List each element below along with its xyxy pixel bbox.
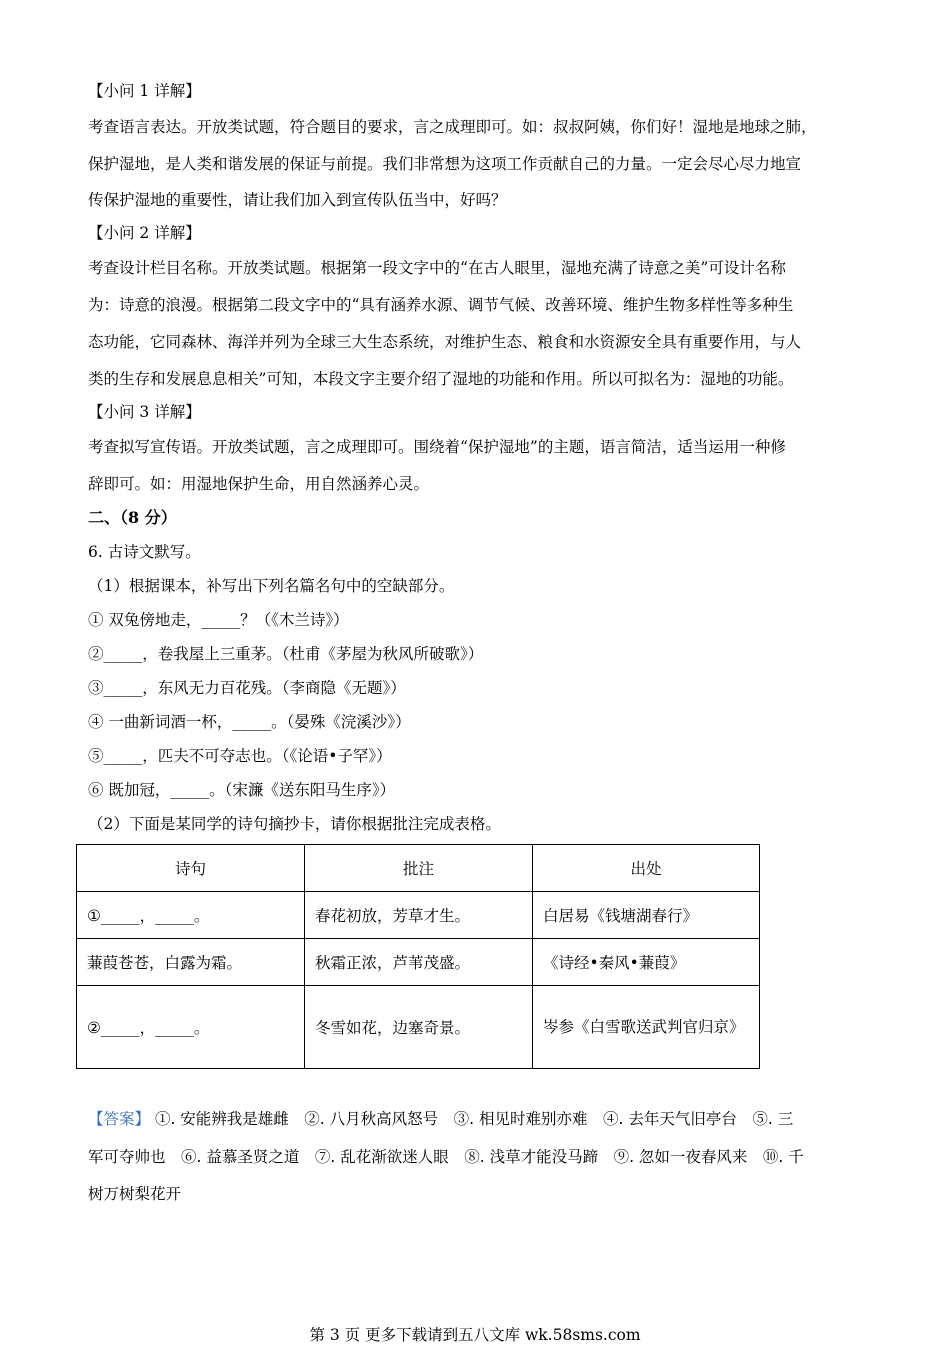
question-6-part2: （2）下面是某同学的诗句摘抄卡，请你根据批注完成表格。 [88,815,501,833]
question-6-title: 6. 古诗文默写。 [88,543,201,561]
blank-item: ⑥ 既加冠，_____。（宋濂《送东阳马生序》） [88,781,396,799]
subq2-heading: 【小问 2 详解】 [88,224,201,242]
blank-item: ④ 一曲新词酒一杯，_____。（晏殊《浣溪沙》） [88,713,411,731]
cell-source: 白居易《钱塘湖春行》 [533,892,760,939]
header-source: 出处 [533,845,760,892]
subq3-heading: 【小问 3 详解】 [88,403,201,421]
header-note: 批注 [305,845,533,892]
question-6-part1: （1）根据课本，补写出下列名篇名句中的空缺部分。 [88,577,455,595]
subq2-text-line: 为：诗意的浪漫。根据第二段文字中的“具有涵养水源、调节气候、改善环境、维护生物多样性等多种生 [88,296,794,314]
table-row [77,939,760,986]
answer-text: ①. 安能辨我是雄雌 ②. 八月秋高风怒号 ③. 相见时难别亦难 ④. 去年天气旧亭台 ⑤. 三 [150,1110,794,1128]
answer-line: 军可夺帅也 ⑥. 益慕圣贤之道 ⑦. 乱花渐欲迷人眼 ⑧. 浅草才能没马蹄 ⑨. 忽如一夜春风来 ⑩. 千 [88,1148,804,1166]
cell-verse: 蒹葭苍苍，白露为霜。 [77,939,305,986]
blank-item: ① 双兔傍地走，_____？（《木兰诗》） [88,611,349,629]
subq1-heading: 【小问 1 详解】 [88,82,201,100]
subq1-text-line: 传保护湿地的重要性，请让我们加入到宣传队伍当中，好吗？ [88,191,507,209]
answer-line: 树万树梨花开 [88,1185,182,1203]
blank-item: ⑤_____，匹夫不可夺志也。（《论语•子罕》） [88,747,392,765]
cell-verse: ①_____，_____。 [77,892,305,939]
blank-item: ②_____，卷我屋上三重茅。（杜甫《茅屋为秋风所破歌》） [88,645,484,663]
poem-card-table [76,844,760,1069]
subq3-text-line: 考查拟写宣传语。开放类试题，言之成理即可。围绕着“保护湿地”的主题，语言简洁，适当运用一种修 [88,438,786,456]
subq2-text-line: 类的生存和发展息息相关”可知，本段文字主要介绍了湿地的功能和作用。所以可拟名为：湿地的功能。 [88,370,794,388]
cell-source: 岑参《白雪歌送武判官归京》 [533,986,760,1069]
subq2-text-line: 态功能，它同森林、海洋并列为全球三大生态系统，对维护生态、粮食和水资源安全具有重要作用，与人 [88,333,802,351]
subq2-text-line: 考查设计栏目名称。开放类试题。根据第一段文字中的“在古人眼里，湿地充满了诗意之美”可设计名称 [88,259,786,277]
blank-item: ③_____，东风无力百花残。（李商隐《无题》） [88,679,406,697]
cell-note: 冬雪如花，边塞奇景。 [305,986,533,1069]
answer-tag: 【答案】 [88,1110,151,1128]
table-header-row [77,845,760,892]
table-row [77,986,760,1069]
subq1-text-line: 考查语言表达。开放类试题，符合题目的要求，言之成理即可。如：叔叔阿姨，你们好！湿地是地球之肺， [88,118,817,136]
answer-line [88,1108,793,1130]
cell-note: 春花初放，芳草才生。 [305,892,533,939]
section-title: 二、（8 分） [88,508,177,527]
cell-verse: ②_____，_____。 [77,986,305,1069]
header-verse: 诗句 [77,845,305,892]
cell-note: 秋霜正浓，芦苇茂盛。 [305,939,533,986]
table-row [77,892,760,939]
subq3-text-line: 辞即可。如：用湿地保护生命，用自然涵养心灵。 [88,475,430,493]
cell-source: 《诗经•秦风•蒹葭》 [533,939,760,986]
subq1-text-line: 保护湿地，是人类和谐发展的保证与前提。我们非常想为这项工作贡献自己的力量。一定会尽心尽力地宣 [88,155,802,173]
page-footer: 第 3 页 更多下载请到五八文库 wk.58sms.com [309,1326,641,1344]
